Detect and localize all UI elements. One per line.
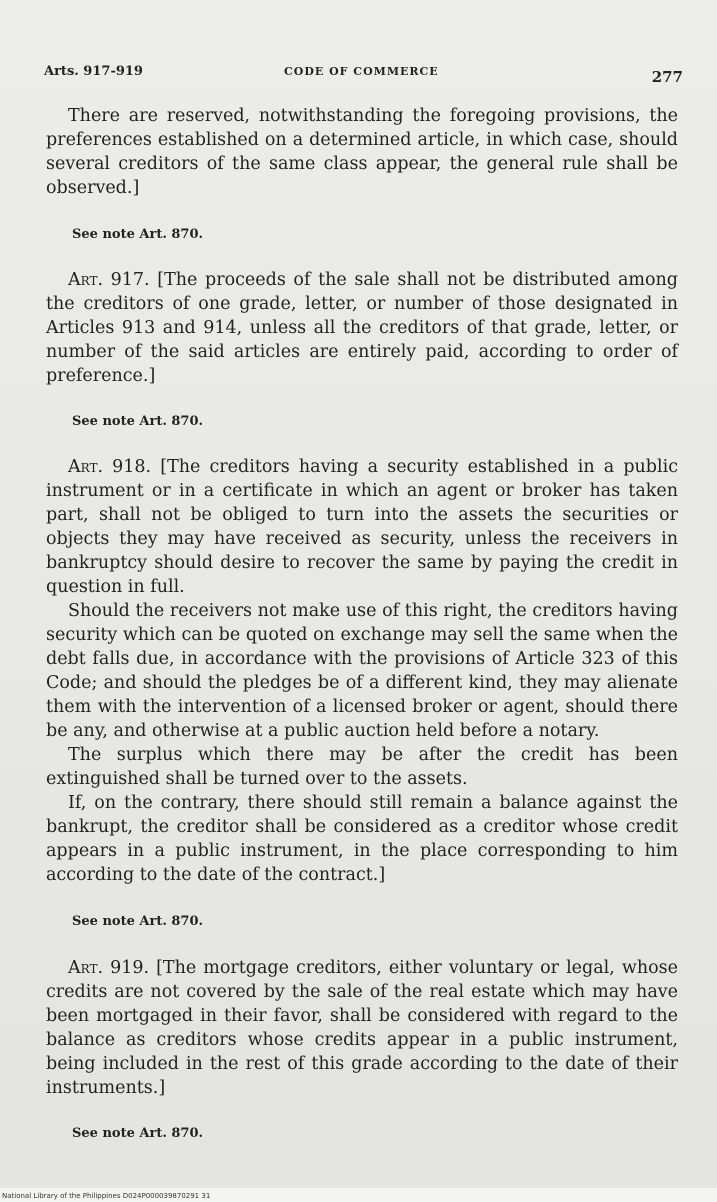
article-917-text: 917. [The proceeds of the sale shall not be distributed among the creditors of one grade, letter, or number of those designated in Articles 913 and 914, unless all the creditors of that grade, letter, or number of the said articles are entirely paid, according to order of preference.] [46,270,678,386]
page-number: 277 [651,68,683,86]
note-reference: See note Art. 870. [72,414,204,429]
note-reference: See note Art. 870. [72,1126,204,1141]
article-label: Art. [68,958,104,978]
paragraph-surplus: The surplus which there may be after the credit has been extinguished shall be turned over to the assets. [46,745,678,789]
article-range: Arts. 917-919 [44,64,143,79]
note-reference: See note Art. 870. [72,227,204,242]
running-header [44,60,683,84]
scan-watermark: National Library of the Philippines D024P000039870291 31 [2,1192,211,1200]
paragraph-receivers-right: Should the receivers not make use of this right, the creditors having security which can be quoted on exchange may sell the same when the debt falls due, in accordance with the provisions of Article 323 of this Code; and should the pledges be of a different kind, they may alienate them with the intervention of a licensed broker or agent, should there be any, and otherwise at a public auction held before a notary. [46,601,678,741]
article-919 [46,956,678,1100]
article-label: Art. [68,270,104,290]
article-917 [46,268,678,388]
page-body [46,104,678,1157]
book-title: CODE OF COMMERCE [284,65,439,78]
article-918 [46,455,678,599]
article-918-text: 918. [The creditors having a security established in a public instrument or in a certificate in which an agent or broker has taken part, shall not be obliged to turn into the assets the securities or objects they may have received as security, unless the receivers in bankruptcy should desire to recover the same by paying the credit in question in full. [46,457,678,597]
paragraph-balance: If, on the contrary, there should still remain a balance against the bankrupt, the creditor shall be considered as a creditor whose credit appears in a public instrument, in the place corresponding to him according to the date of the contract.] [46,793,678,885]
article-919-text: 919. [The mortgage creditors, either voluntary or legal, whose credits are not covered by the sale of the real estate which may have been mortgaged in their favor, shall be considered with regard to the balance as creditors whose credits appear in a public instrument, being included in the rest of this grade according to the date of their instruments.] [46,958,678,1098]
article-label: Art. [68,457,104,477]
scan-footer [0,1188,717,1202]
paragraph-reserved-preferences: There are reserved, notwithstanding the foregoing provisions, the preferences established on a determined article, in which case, should several creditors of the same class appear, the general rule shall be observed.] [46,106,678,198]
note-reference: See note Art. 870. [72,914,204,929]
